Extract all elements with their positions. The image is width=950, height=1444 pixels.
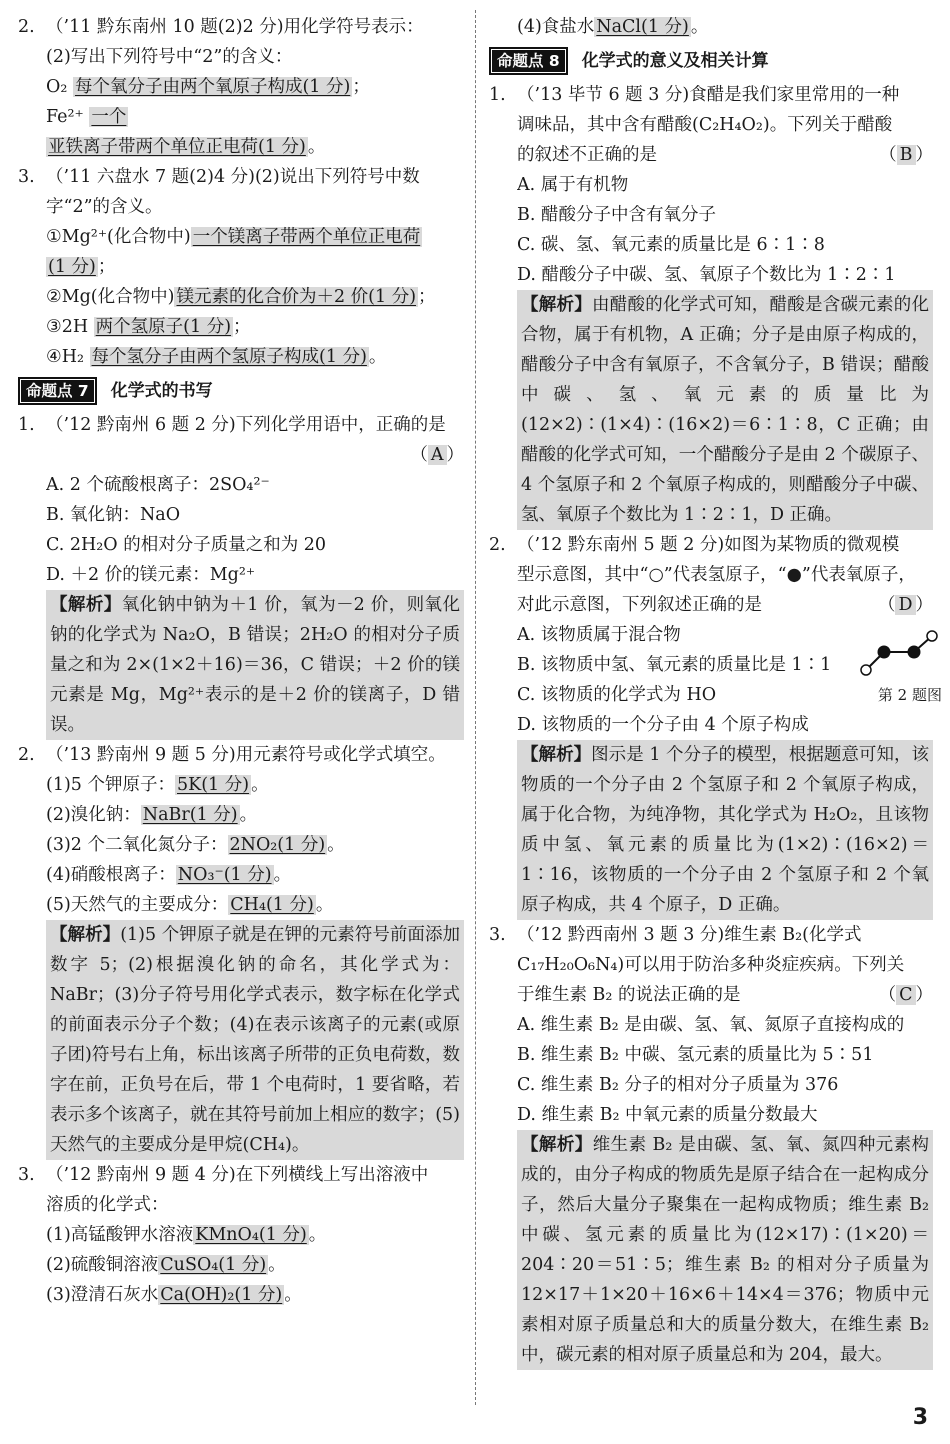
- question-stem: （’11 六盘水 7 题(2)4 分)(2)说出下列符号中数: [46, 167, 420, 187]
- question-stem: 型示意图，其中“○”代表氢原子，“●”代表氧原子，: [517, 565, 916, 585]
- analysis-tag: 【解析】: [50, 595, 122, 615]
- s8-question-3: 3. （’12 黔西南州 3 题 3 分)维生素 B₂(化学式 C₁₇H₂₀O₆N₄)可以用于防治多种炎症疾病。下列关 于维生素 B₂ 的说法正确的是 （ C ）: [489, 920, 933, 1010]
- page-number: 3: [912, 1405, 928, 1430]
- right-column: (4)食盐水 NaCl(1 分) 。 命题点 8 化学式的意义及相关计算 1. （’13 毕节 6 题 3 分)食醋是我们家里常用的一种 调味品，其中含有醋酸(C₂H₄O₂)。下列关于醋酸 的叙述不正确的是 （ B ） A. 属于有机物 B. 醋酸分子中含有氧分子 C. 碳、氢、氧元素的质量比是 6∶1∶8 D. 醋酸分子中碳、氢、氧原子个数比为 1∶2∶1 【解析】由醋酸的化学式可知，醋酸是含碳元素的化合物，属于有机物，A 正确；分子是由原子构成的，醋酸分子中含有氧原子，不含氧分子，B 错误；醋酸中碳、氢、氧元素的质量比为(12×2)∶(1×4)∶(16×2)＝6∶1∶8，C 正确；由醋酸的化学式可知，一个醋酸分子是由 2 个碳原子、4 个氢原子和 2 个氧原子构成的，则醋酸分子中碳、氢、氧原子个数比为 1∶2∶1，D 正确。 2. （’12 黔东南州 5 题 2 分)如图为某物质的微观模 型示意图，其中“○”代表氢原子，“●”代表氧原子， 对此示意图，下列叙述正确的是 （ D ） A. 该物质属于混合物 B. 该物质中氢、氧元素的质量比是 1∶1 C. 该物质的化学式为 HO D. 该物质的一个分子由 4 个原子构成 【解析】图示是 1 个分子的模型，根据题意可知，该物质的一个分子由 2 个氢原子和 2 个氧原子构成，属于化合物，为纯净物，其化学式为 H₂O₂，且该物质中氢、氧元素的质量比为(1×2)∶(16×2)＝1∶16，该物质的一个分子由 2 个氢原子和 2 个氧原子构成，共 4 个原子，D 正确。 3. （’12 黔西南州 3 题 3 分)维生素 B₂(化学式 C₁₇H₂₀O₆N₄)可以用于防治多种炎症疾病。下列关 于维生素 B₂ 的说法正确的是 （ C ） A. 维生素 B₂ 是由碳、氢、氧、氮原子直接构成的 B. 维生素 B₂ 中碳、氢元素的质量比为 5∶51 C. 维生素 B₂ 分子的相对分子质量为 376 D. 维生素 B₂ 中氧元素的质量分数最大 【解析】维生素 B₂ 是由碳、氢、氧、氮四种元素构成的，由分子构成的物质先是原子结合在一起构成分子，然后大量分子聚集在一起构成物质；维生素 B₂ 中碳、氢元素的质量比为(12×17)∶(1×20)＝204∶20＝51∶5；维生素 B₂ 的相对分子质量为 12×17＋1×20＋16×6＋14×4＝376；物质中元素相对原子质量总和大的质量分数大，在维生素 B₂ 中，碳元素的相对原子质量总和为 204，最大。: [489, 12, 933, 1370]
- question-stem: 溶质的化学式：: [46, 1195, 169, 1215]
- formula: O₂: [46, 77, 68, 97]
- answer-text: NaCl(1 分): [596, 17, 689, 37]
- option: B. 醋酸分子中含有氧分子: [517, 205, 716, 225]
- analysis-text: 由醋酸的化学式可知，醋酸是含碳元素的化合物，属于有机物，A 正确；分子是由原子构成的，醋酸分子中含有氧原子，不含氧分子，B 错误；醋酸中碳、氢、氧元素的质量比为(12×2)∶(1×4)∶(16×2)＝6∶1∶8，C 正确；由醋酸的化学式可知，一个醋酸分子是由 2 个碳原子、4 个氢原子和 2 个氧原子构成的，则醋酸分子中碳、氢、氧原子个数比为 1∶2∶1，D 正确。: [521, 295, 929, 525]
- analysis-box: [517, 740, 933, 920]
- option: B. 维生素 B₂ 中碳、氢元素的质量比为 5∶51: [517, 1045, 874, 1065]
- answer-text: 5K(1 分): [177, 775, 250, 795]
- question-stem: （’13 毕节 6 题 3 分)食醋是我们家里常用的一种: [517, 85, 900, 105]
- analysis-text: 维生素 B₂ 是由碳、氢、氧、氮四种元素构成的，由分子构成的物质先是原子结合在一起构成分子，然后大量分子聚集在一起构成物质；维生素 B₂ 中碳、氢元素的质量比为(12×17)∶(1×20)＝204∶20＝51∶5；维生素 B₂ 的相对分子质量为 12×17＋1×20＋16×6＋14×4＝376；物质中元素相对原子质量总和大的质量分数大，在维生素 B₂ 中，碳元素的相对原子质量总和为 204，最大。: [521, 1135, 930, 1365]
- analysis-tag: 【解析】: [521, 295, 592, 315]
- option: C. 碳、氢、氧元素的质量比是 6∶1∶8: [517, 235, 825, 255]
- molecule-figure: [858, 628, 942, 705]
- left-column: 2. （’11 黔东南州 10 题(2)2 分)用化学符号表示： (2)写出下列符号中“2”的含义： O₂ 每个氧分子由两个氧原子构成(1 分) ； Fe²⁺ 一个 亚铁离子带两个单位正电荷(1 分) 。 3. （’11 六盘水 7 题(2)4 分)(2)说出下列符号中数 字“2”的含义。 ①Mg²⁺(化合物中) 一个镁离子带两个单位正电荷 (1 分) ； ②Mg(化合物中) 镁元素的化合价为＋2 价(1 分) ； ③2H 两个氢原子(1 分) ； ④H₂ 每个氢分子由两个氢原子构成(1 分) 。 命题点 7 化学式的书写 1. （’12 黔南州 6 题 2 分)下列化学用语中，正确的是 （ A ） A. 2 个硫酸根离子：2SO₄²⁻ B. 氧化钠：NaO C. 2H₂O 的相对分子质量之和为 20 D. ＋2 价的镁元素：Mg²⁺ 【解析】氧化钠中钠为＋1 价，氧为－2 价，则氧化钠的化学式为 Na₂O，B 错误；2H₂O 的相对分子质量之和为 2×(1×2＋16)＝36，C 错误；＋2 价的镁元素是 Mg，Mg²⁺表示的是＋2 价的镁离子，D 错误。 2. （’13 黔南州 9 题 5 分)用元素符号或化学式填空。 (1)5 个钾原子： 5K(1 分) 。 (2)溴化钠： NaBr(1 分) 。 (3)2 个二氧化氮分子： 2NO₂(1 分) 。 (4)硝酸根离子： NO₃⁻(1 分) 。 (5)天然气的主要成分： CH₄(1 分) 。 【解析】(1)5 个钾原子就是在钾的元素符号前面添加数字 5；(2)根据溴化钠的命名，其化学式为：NaBr；(3)分子符号用化学式表示，数字标在化学式的前面表示分子个数；(4)在表示该离子的元素(或原子团)符号右上角，标出该离子所带的正负电荷数，数字在前，正负号在后，带 1 个电荷时，1 要省略，若表示多个该离子，就在其符号前加上相应的数字；(5)天然气的主要成分是甲烷(CH₄)。 3. （’12 黔南州 9 题 4 分)在下列横线上写出溶液中 溶质的化学式： (1)高锰酸钾水溶液 KMnO₄(1 分) 。 (2)硫酸铜溶液 CuSO₄(1 分) 。 (3)澄清石灰水 Ca(OH)₂(1 分) 。: [18, 12, 464, 1310]
- s7-question-1: 1. （’12 黔南州 6 题 2 分)下列化学用语中，正确的是 （ A ）: [18, 410, 464, 470]
- option: C. 2H₂O 的相对分子质量之和为 20: [46, 535, 327, 555]
- option: D. 该物质的一个分子由 4 个原子构成: [517, 715, 809, 735]
- option: A. 2 个硫酸根离子：2SO₄²⁻: [46, 475, 270, 495]
- option: A. 维生素 B₂ 是由碳、氢、氧、氮原子直接构成的: [517, 1015, 905, 1035]
- question-stem: 字“2”的含义。: [46, 197, 163, 217]
- section-header-7: [18, 374, 464, 408]
- answer-text: Ca(OH)₂(1 分): [160, 1285, 283, 1305]
- answer-text: 每个氢分子由两个氢原子构成(1 分): [91, 347, 367, 367]
- question-stem: （’12 黔南州 6 题 2 分)下列化学用语中，正确的是: [46, 415, 446, 435]
- s8-question-1: 1. （’13 毕节 6 题 3 分)食醋是我们家里常用的一种 调味品，其中含有醋酸(C₂H₄O₂)。下列关于醋酸 的叙述不正确的是 （ B ）: [489, 80, 933, 170]
- answer-text: NO₃⁻(1 分): [177, 865, 272, 885]
- option: A. 属于有机物: [517, 175, 629, 195]
- question-stem: （’11 黔东南州 10 题(2)2 分)用化学符号表示：: [46, 17, 424, 37]
- analysis-box: [46, 590, 464, 740]
- section-badge: 命题点 7: [18, 377, 97, 405]
- figure-caption: 第 2 题图: [877, 686, 942, 704]
- analysis-tag: 【解析】: [521, 745, 592, 765]
- question-number: 2.: [489, 535, 506, 555]
- question-stem: 对此示意图，下列叙述正确的是: [517, 595, 762, 615]
- answer-text: 两个氢原子(1 分): [95, 317, 232, 337]
- answer-text: KMnO₄(1 分): [195, 1225, 307, 1245]
- answer-choice: C: [896, 985, 915, 1005]
- answer-text: NaBr(1 分): [142, 805, 238, 825]
- question-stem: （’12 黔西南州 3 题 3 分)维生素 B₂(化学式: [517, 925, 862, 945]
- question-number: 2.: [18, 745, 35, 765]
- s7-question-3: [18, 1160, 464, 1220]
- option: A. 该物质属于混合物: [517, 625, 681, 645]
- question-number: 3.: [18, 1165, 35, 1185]
- option: C. 该物质的化学式为 HO: [517, 685, 717, 705]
- analysis-text: 图示是 1 个分子的模型，根据题意可知，该物质的一个分子由 2 个氢原子和 2 个氧原子构成，属于化合物，为纯净物，其化学式为 H₂O₂，且该物质中氢、氧元素的质量比为(1×2)∶(16×2)＝1∶16，该物质的一个分子由 2 个氢原子和 2 个氧原子构成，共 4 个原子，D 正确。: [521, 745, 930, 915]
- answer-text: CuSO₄(1 分): [160, 1255, 267, 1275]
- option: D. ＋2 价的镁元素：Mg²⁺: [46, 565, 256, 585]
- analysis-box: [46, 920, 464, 1160]
- analysis-box: [517, 290, 933, 530]
- question-stem: 于维生素 B₂ 的说法正确的是: [517, 985, 741, 1005]
- section-badge: 命题点 8: [489, 47, 568, 75]
- question-stem: （’12 黔东南州 5 题 2 分)如图为某物质的微观模: [517, 535, 900, 555]
- s8-question-2: 2. （’12 黔东南州 5 题 2 分)如图为某物质的微观模 型示意图，其中“○”代表氢原子，“●”代表氧原子， 对此示意图，下列叙述正确的是 （ D ）: [489, 530, 933, 620]
- answer-text: 镁元素的化合价为＋2 价(1 分): [176, 287, 417, 307]
- analysis-tag: 【解析】: [521, 1135, 593, 1155]
- analysis-text: (1)5 个钾原子就是在钾的元素符号前面添加数字 5；(2)根据溴化钠的命名，其化学式为：NaBr；(3)分子符号用化学式表示，数字标在化学式的前面表示分子个数；(4)在表示该离子的元素(或原子团)符号右上角，标出该离子所带的正负电荷数，数字在前，正负号在后，带 1 个电荷时，1 要省略，若表示多个该离子，就在其符号前加上相应的数字；(5)天然气的主要成分是甲烷(CH₄)。: [50, 925, 461, 1155]
- question-number: 3.: [489, 925, 506, 945]
- question-number: 2.: [18, 17, 35, 37]
- option: D. 醋酸分子中碳、氢、氧原子个数比为 1∶2∶1: [517, 265, 896, 285]
- s7-question-2: [18, 740, 464, 770]
- question-3-block: 3. （’11 六盘水 7 题(2)4 分)(2)说出下列符号中数 字“2”的含义。 ①Mg²⁺(化合物中) 一个镁离子带两个单位正电荷 (1 分) ； ②Mg(化合物中) 镁元素的化合价为＋2 价(1 分) ； ③2H 两个氢原子(1 分) ； ④H₂ 每个氢分子由两个氢原子构成(1 分) 。: [18, 162, 464, 372]
- answer-text: 亚铁离子带两个单位正电荷(1 分): [48, 137, 306, 157]
- answer-text: 一个: [91, 107, 127, 127]
- question-stem: 的叙述不正确的是: [517, 145, 657, 165]
- answer-choice: A: [428, 445, 447, 465]
- question-stem: （’13 黔南州 9 题 5 分)用元素符号或化学式填空。: [46, 745, 446, 765]
- answer-choice: D: [895, 595, 915, 615]
- option: B. 该物质中氢、氧元素的质量比是 1∶1: [517, 655, 832, 675]
- question-stem: 调味品，其中含有醋酸(C₂H₄O₂)。下列关于醋酸: [517, 115, 893, 135]
- question-stem: （’12 黔南州 9 题 4 分)在下列横线上写出溶液中: [46, 1165, 429, 1185]
- answer-text: (1 分): [48, 257, 96, 277]
- question-2-block: 2. （’11 黔东南州 10 题(2)2 分)用化学符号表示： (2)写出下列符号中“2”的含义： O₂ 每个氧分子由两个氧原子构成(1 分) ； Fe²⁺ 一个 亚铁离子带两个单位正电荷(1 分) 。: [18, 12, 464, 162]
- option: D. 维生素 B₂ 中氧元素的质量分数最大: [517, 1105, 818, 1125]
- answer-text: 每个氧分子由两个氧原子构成(1 分): [74, 77, 351, 97]
- column-divider: [475, 10, 476, 1405]
- question-number: 3.: [18, 167, 35, 187]
- analysis-box: [517, 1130, 933, 1370]
- option: B. 氧化钠：NaO: [46, 505, 181, 525]
- option: C. 维生素 B₂ 分子的相对分子质量为 376: [517, 1075, 839, 1095]
- analysis-text: 氧化钠中钠为＋1 价，氧为－2 价，则氧化钠的化学式为 Na₂O，B 错误；2H₂O 的相对分子质量之和为 2×(1×2＋16)＝36，C 错误；＋2 价的镁元素是 Mg，Mg²⁺表示的是＋2 价的镁离子，D 错误。: [50, 595, 460, 735]
- section-title: 化学式的书写: [110, 381, 213, 401]
- section-header-8: [489, 44, 933, 78]
- question-number: 1.: [489, 85, 506, 105]
- question-number: 1.: [18, 415, 35, 435]
- answer-text: 2NO₂(1 分): [229, 835, 326, 855]
- formula: Fe²⁺: [46, 107, 84, 127]
- answer-text: CH₄(1 分): [230, 895, 314, 915]
- question-stem: (2)写出下列符号中“2”的含义：: [46, 47, 293, 67]
- answer-choice: B: [897, 145, 916, 165]
- section-title: 化学式的意义及相关计算: [581, 51, 769, 71]
- analysis-tag: 【解析】: [50, 925, 121, 945]
- answer-text: 一个镁离子带两个单位正电荷: [192, 227, 421, 247]
- h2o2-molecule-icon: [858, 628, 942, 680]
- question-stem: C₁₇H₂₀O₆N₄)可以用于防治多种炎症疾病。下列关: [517, 955, 905, 975]
